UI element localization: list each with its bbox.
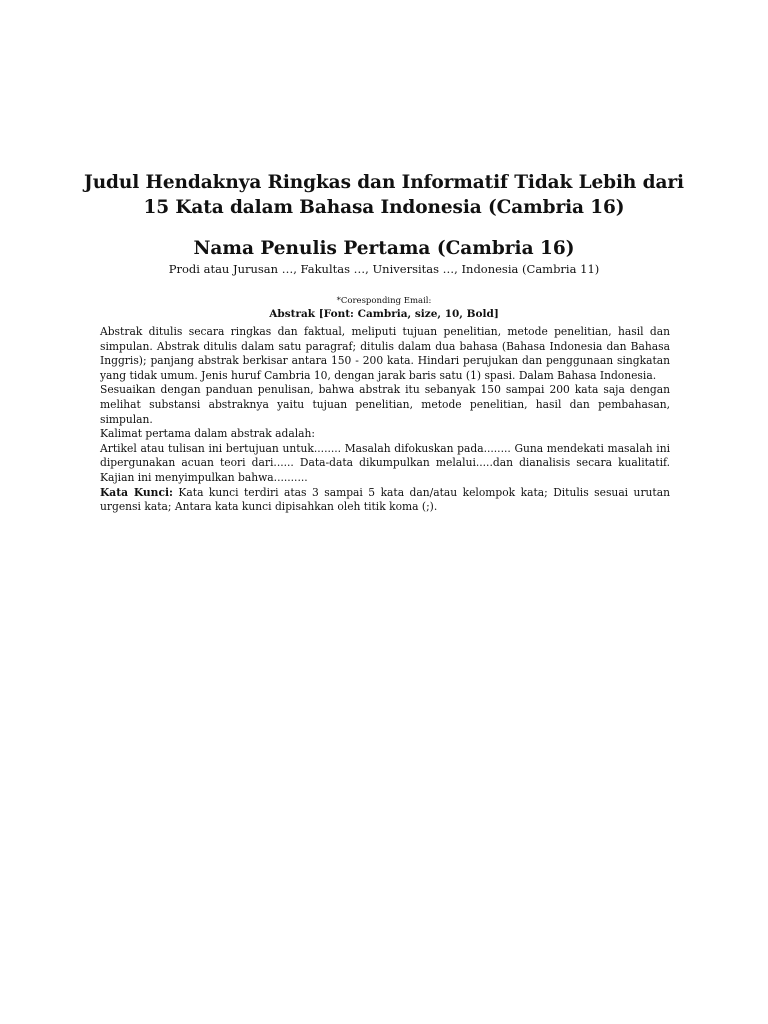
abstract-heading: Abstrak [Font: Cambria, size, 10, Bold] bbox=[269, 308, 499, 320]
keywords-label: Kata Kunci: bbox=[100, 485, 173, 499]
abstract-paragraph: Artikel atau tulisan ini bertujuan untuk........ Masalah difokuskan pada........ Guna mendekati masalah ini dipergunakan acuan teori dari...... Data-data dikumpulkan melalui.....dan dianalisis secara kualitatif. Kajian ini menyimpulkan bahwa.......... bbox=[100, 441, 670, 484]
keywords-line bbox=[100, 486, 670, 515]
paper-title: Judul Hendaknya Ringkas dan Informatif Tidak Lebih dari 15 Kata dalam Bahasa Indonesia (Cambria 16) bbox=[84, 172, 684, 218]
abstract-body bbox=[100, 325, 670, 515]
keywords-text: Kata kunci terdiri atas 3 sampai 5 kata dan/atau kelompok kata; Ditulis sesuai urutan urgensi kata; Antara kata kunci dipisahkan oleh titik koma (;). bbox=[100, 485, 670, 514]
abstract-paragraph: Abstrak ditulis secara ringkas dan faktual, meliputi tujuan penelitian, metode penelitian, hasil dan simpulan. Abstrak ditulis dalam satu paragraf; ditulis dalam dua bahasa (Bahasa Indonesia dan Bahasa Inggris); panjang abstrak berkisar antara 150 - 200 kata. Hindari perujukan dan penggunaan singkatan yang tidak umum. Jenis huruf Cambria 10, dengan jarak baris satu (1) spasi. Dalam Bahasa Indonesia. bbox=[100, 325, 670, 382]
corresponding-email: *Coresponding Email: bbox=[336, 296, 432, 306]
author-name: Nama Penulis Pertama (Cambria 16) bbox=[193, 238, 575, 259]
author-affiliation: Prodi atau Jurusan …, Fakultas …, Universitas …, Indonesia (Cambria 11) bbox=[168, 262, 600, 276]
abstract-paragraph: Sesuaikan dengan panduan penulisan, bahwa abstrak itu sebanyak 150 sampai 200 kata saja dengan melihat substansi abstraknya yaitu tujuan penelitian, metode penelitian, hasil dan pembahasan, simpulan. bbox=[100, 383, 670, 426]
abstract-paragraph: Kalimat pertama dalam abstrak adalah: bbox=[100, 427, 315, 441]
